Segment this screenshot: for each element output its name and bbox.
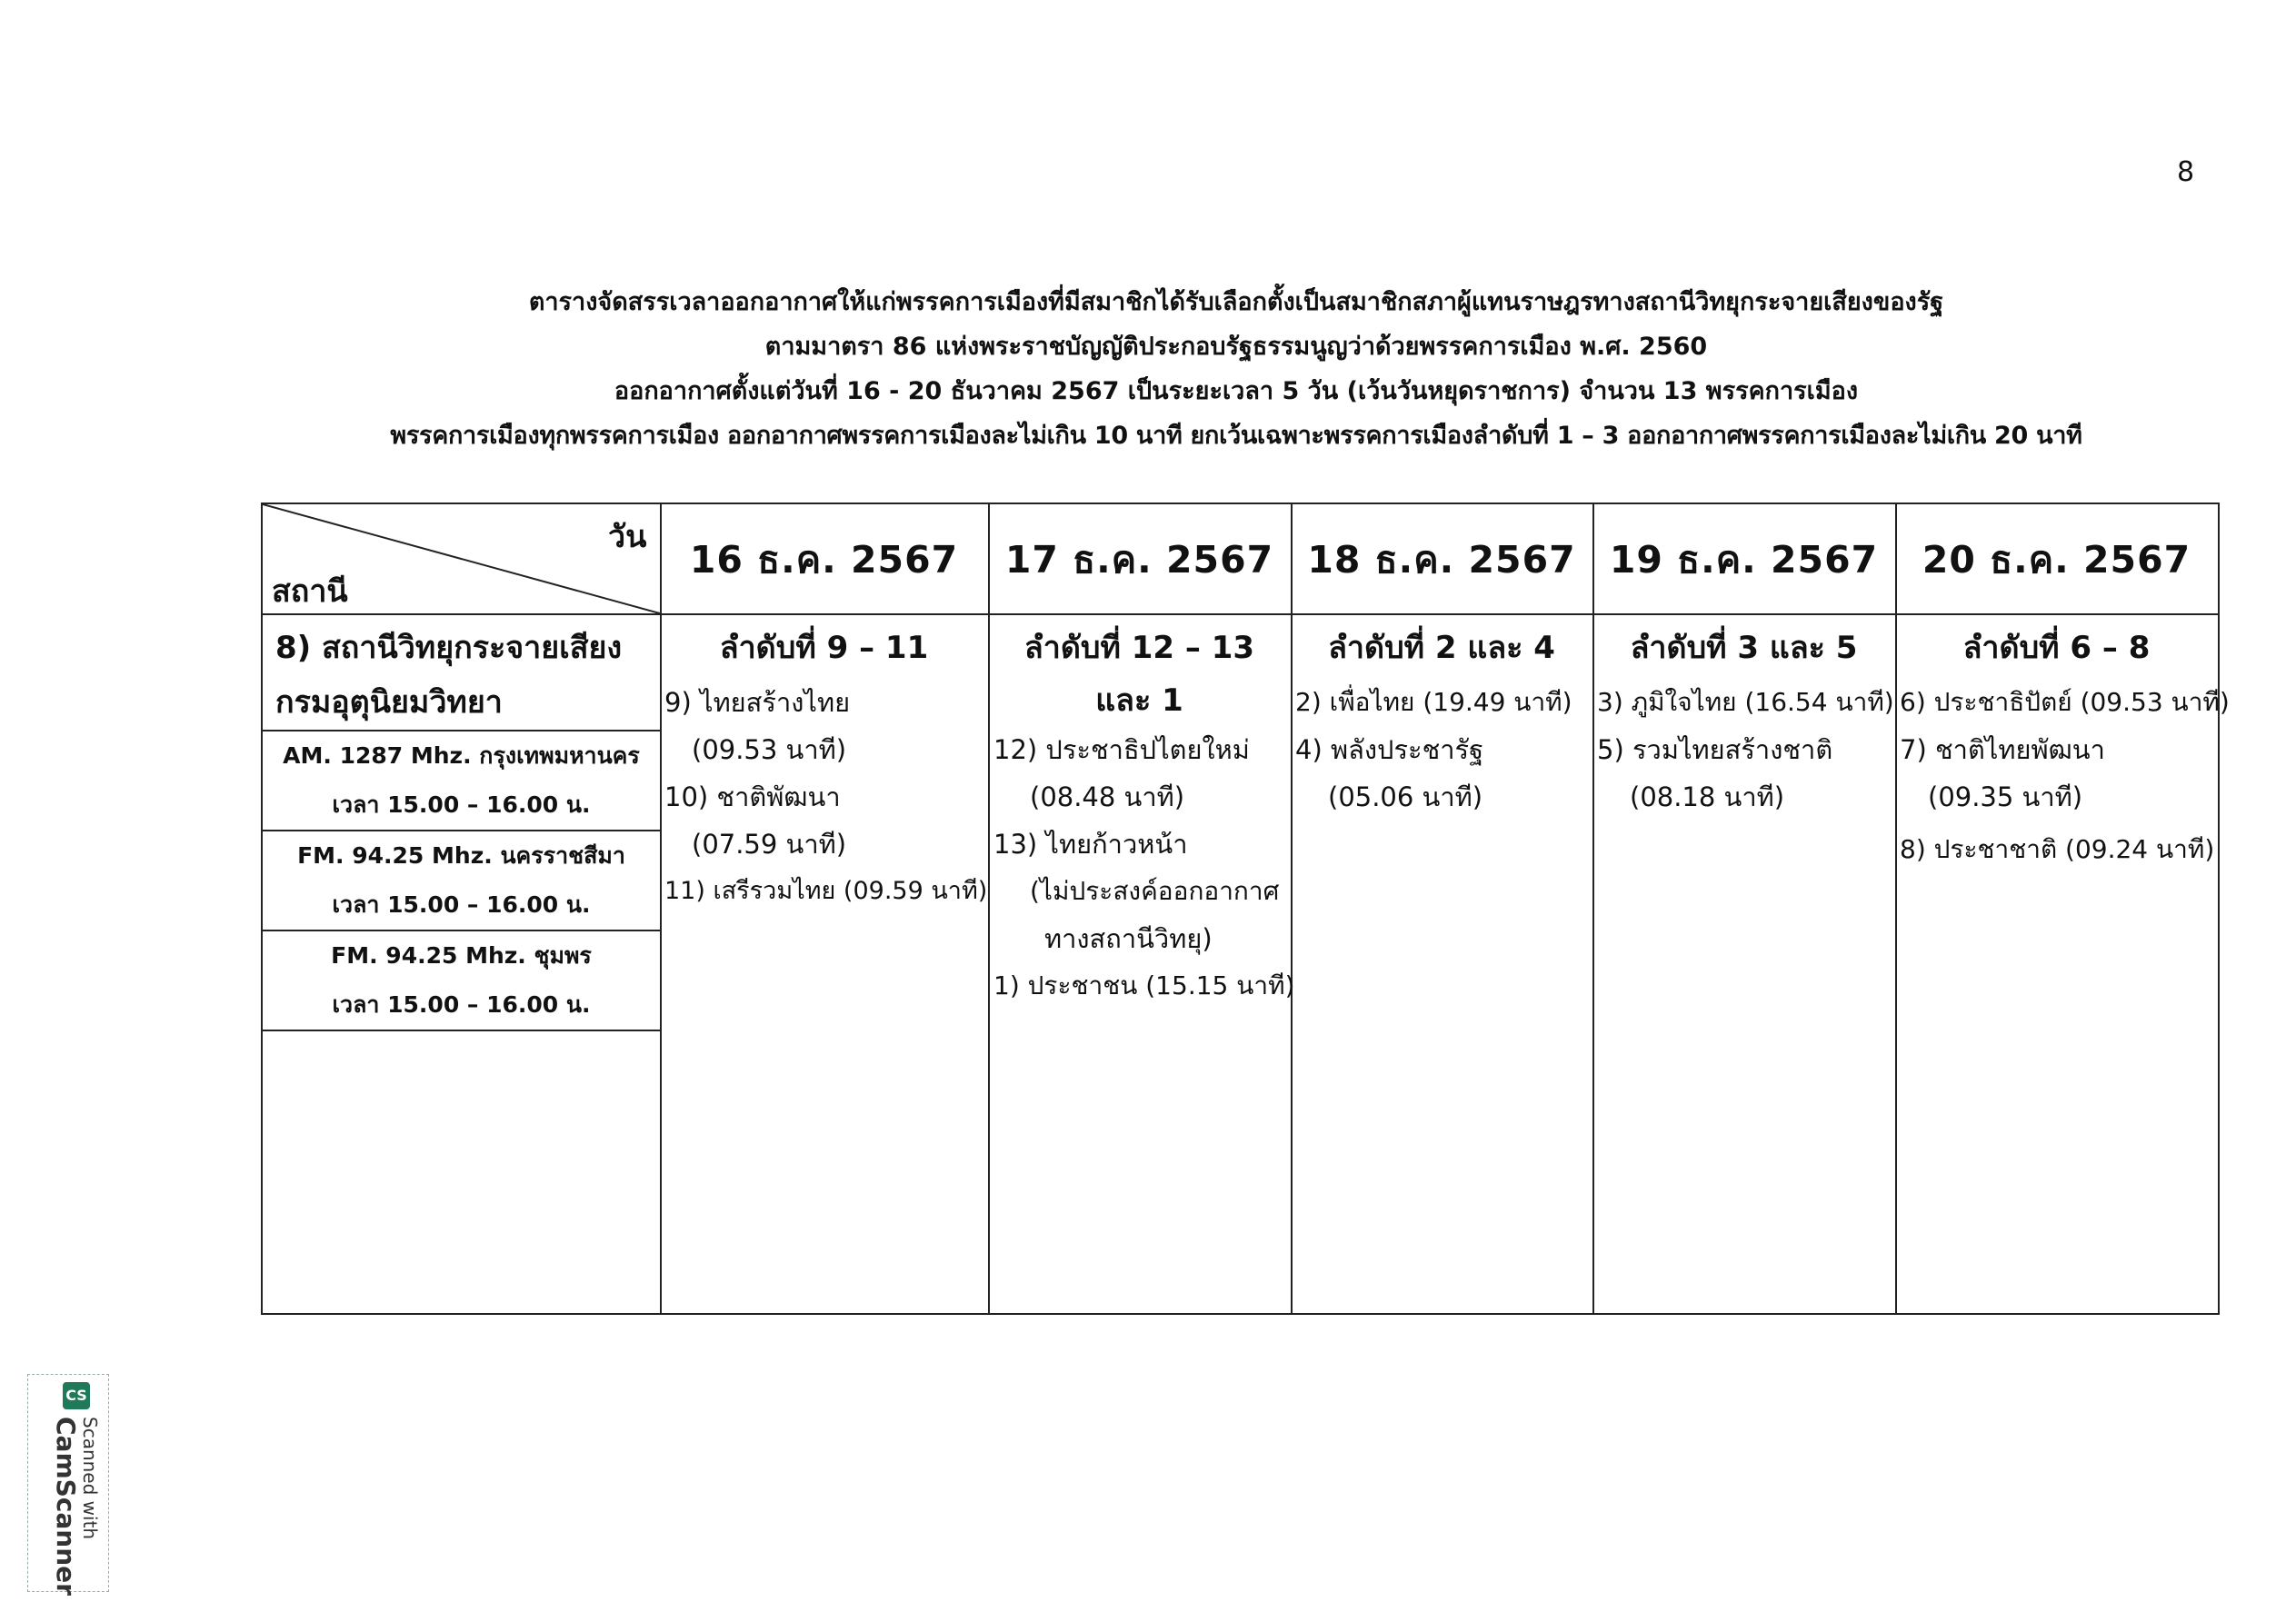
day-header-1: 16 ธ.ค. 2567 (689, 537, 959, 582)
title-line-3: ออกอากาศตั้งแต่วันที่ 16 - 20 ธันวาคม 2567 เป็นระยะเวลา 5 วัน (เว้นวันหยุดราชการ) จำนวน 13 พรรคการเมือง (614, 377, 1859, 405)
watermark-line-1: Scanned with (79, 1417, 101, 1540)
broadcast-time: เวลา 15.00 – 16.00 น. (332, 791, 591, 818)
page-number: 8 (2177, 156, 2195, 188)
broadcast-time: เวลา 15.00 – 16.00 น. (332, 891, 591, 918)
row-divider (263, 1030, 660, 1031)
title-line-4: พรรคการเมืองทุกพรรคการเมือง ออกอากาศพรรคการเมืองละไม่เกิน 10 นาที ยกเว้นเฉพาะพรรคการเมืองลำดับที่ 1 – 3 ออกอากาศพรรคการเมืองละไม่เกิน 20 นาที (390, 422, 2082, 450)
frequency-cell-1 (263, 731, 660, 830)
party-time: (08.18 นาที) (1630, 781, 1785, 812)
station-name-line-1: 8) สถานีวิทยุกระจายเสียง (275, 630, 623, 666)
party-entry: 3) ภูมิใจไทย (16.54 นาที) (1597, 687, 1894, 717)
schedule-table (261, 503, 2230, 1315)
party-time: (09.53 นาที) (692, 734, 847, 765)
frequency-cell-3 (263, 931, 660, 1030)
camscanner-watermark (27, 1374, 109, 1596)
frequency-label: FM. 94.25 Mhz. ชุมพร (331, 942, 592, 969)
order-label-day-1: ลำดับที่ 9 – 11 (719, 630, 929, 666)
party-entry: 6) ประชาธิปัตย์ (09.53 นาที) (1900, 687, 2230, 717)
party-entry: 12) ประชาธิปไตยใหม่ (993, 734, 1250, 765)
station-name-line-2: กรมอุตุนิยมวิทยา (275, 684, 503, 721)
day-header-5: 20 ธ.ค. 2567 (1922, 537, 2191, 582)
party-entry: 9) ไทยสร้างไทย (664, 687, 851, 718)
party-note: (ไม่ประสงค์ออกอากาศ (1030, 876, 1280, 906)
frequency-cell-2 (263, 831, 660, 930)
party-entry: 2) เพื่อไทย (19.49 นาที) (1295, 687, 1572, 717)
order-label-day-5: ลำดับที่ 6 – 8 (1962, 630, 2151, 666)
corner-station-label: สถานี (272, 573, 348, 610)
party-time: (05.06 นาที) (1328, 781, 1483, 812)
broadcast-time: เวลา 15.00 – 16.00 น. (332, 991, 591, 1018)
day-header-2: 17 ธ.ค. 2567 (1004, 537, 1274, 582)
party-entry: 4) พลังประชารัฐ (1295, 734, 1484, 765)
party-time: (07.59 นาที) (692, 829, 847, 860)
party-entry: 11) เสรีรวมไทย (09.59 นาที) (664, 877, 988, 905)
frequency-label: AM. 1287 Mhz. กรุงเทพมหานคร (283, 742, 640, 769)
corner-day-label: วัน (608, 519, 647, 555)
frequency-label: FM. 94.25 Mhz. นครราชสีมา (297, 842, 625, 869)
document-title (255, 280, 2218, 458)
party-entry: 13) ไทยก้าวหน้า (993, 829, 1188, 860)
party-entry: 1) ประชาชน (15.15 นาที) (993, 970, 1295, 1000)
day-header-3: 18 ธ.ค. 2567 (1307, 537, 1576, 582)
party-entry: 7) ชาติไทยพัฒนา (1900, 734, 2105, 765)
day-header-4: 19 ธ.ค. 2567 (1609, 537, 1879, 582)
party-time: (09.35 นาที) (1928, 781, 2083, 812)
order-label-day-2: ลำดับที่ 12 – 13 (1023, 630, 1255, 666)
watermark-line-2: CamScanner (51, 1417, 81, 1596)
order-label-day-3: ลำดับที่ 2 และ 4 (1328, 630, 1555, 666)
party-note: ทางสถานีวิทยุ) (1044, 923, 1213, 954)
title-line-1: ตารางจัดสรรเวลาออกอากาศให้แก่พรรคการเมืองที่มีสมาชิกได้รับเลือกตั้งเป็นสมาชิกสภาผู้แทนราษฎรทางสถานีวิทยุกระจายเสียงของรัฐ (528, 288, 1944, 316)
party-entry: 10) ชาติพัฒนา (664, 781, 841, 812)
order-label-day-2-cont: และ 1 (1095, 682, 1183, 719)
party-entry: 5) รวมไทยสร้างชาติ (1597, 734, 1833, 765)
order-label-day-4: ลำดับที่ 3 และ 5 (1630, 630, 1858, 666)
title-line-2: ตามมาตรา 86 แห่งพระราชบัญญัติประกอบรัฐธรรมนูญว่าด้วยพรรคการเมือง พ.ศ. 2560 (764, 333, 1708, 361)
camscanner-logo-icon: CS (63, 1382, 90, 1409)
party-time: (08.48 นาที) (1030, 781, 1185, 812)
party-entry: 8) ประชาชาติ (09.24 นาที) (1900, 834, 2215, 864)
